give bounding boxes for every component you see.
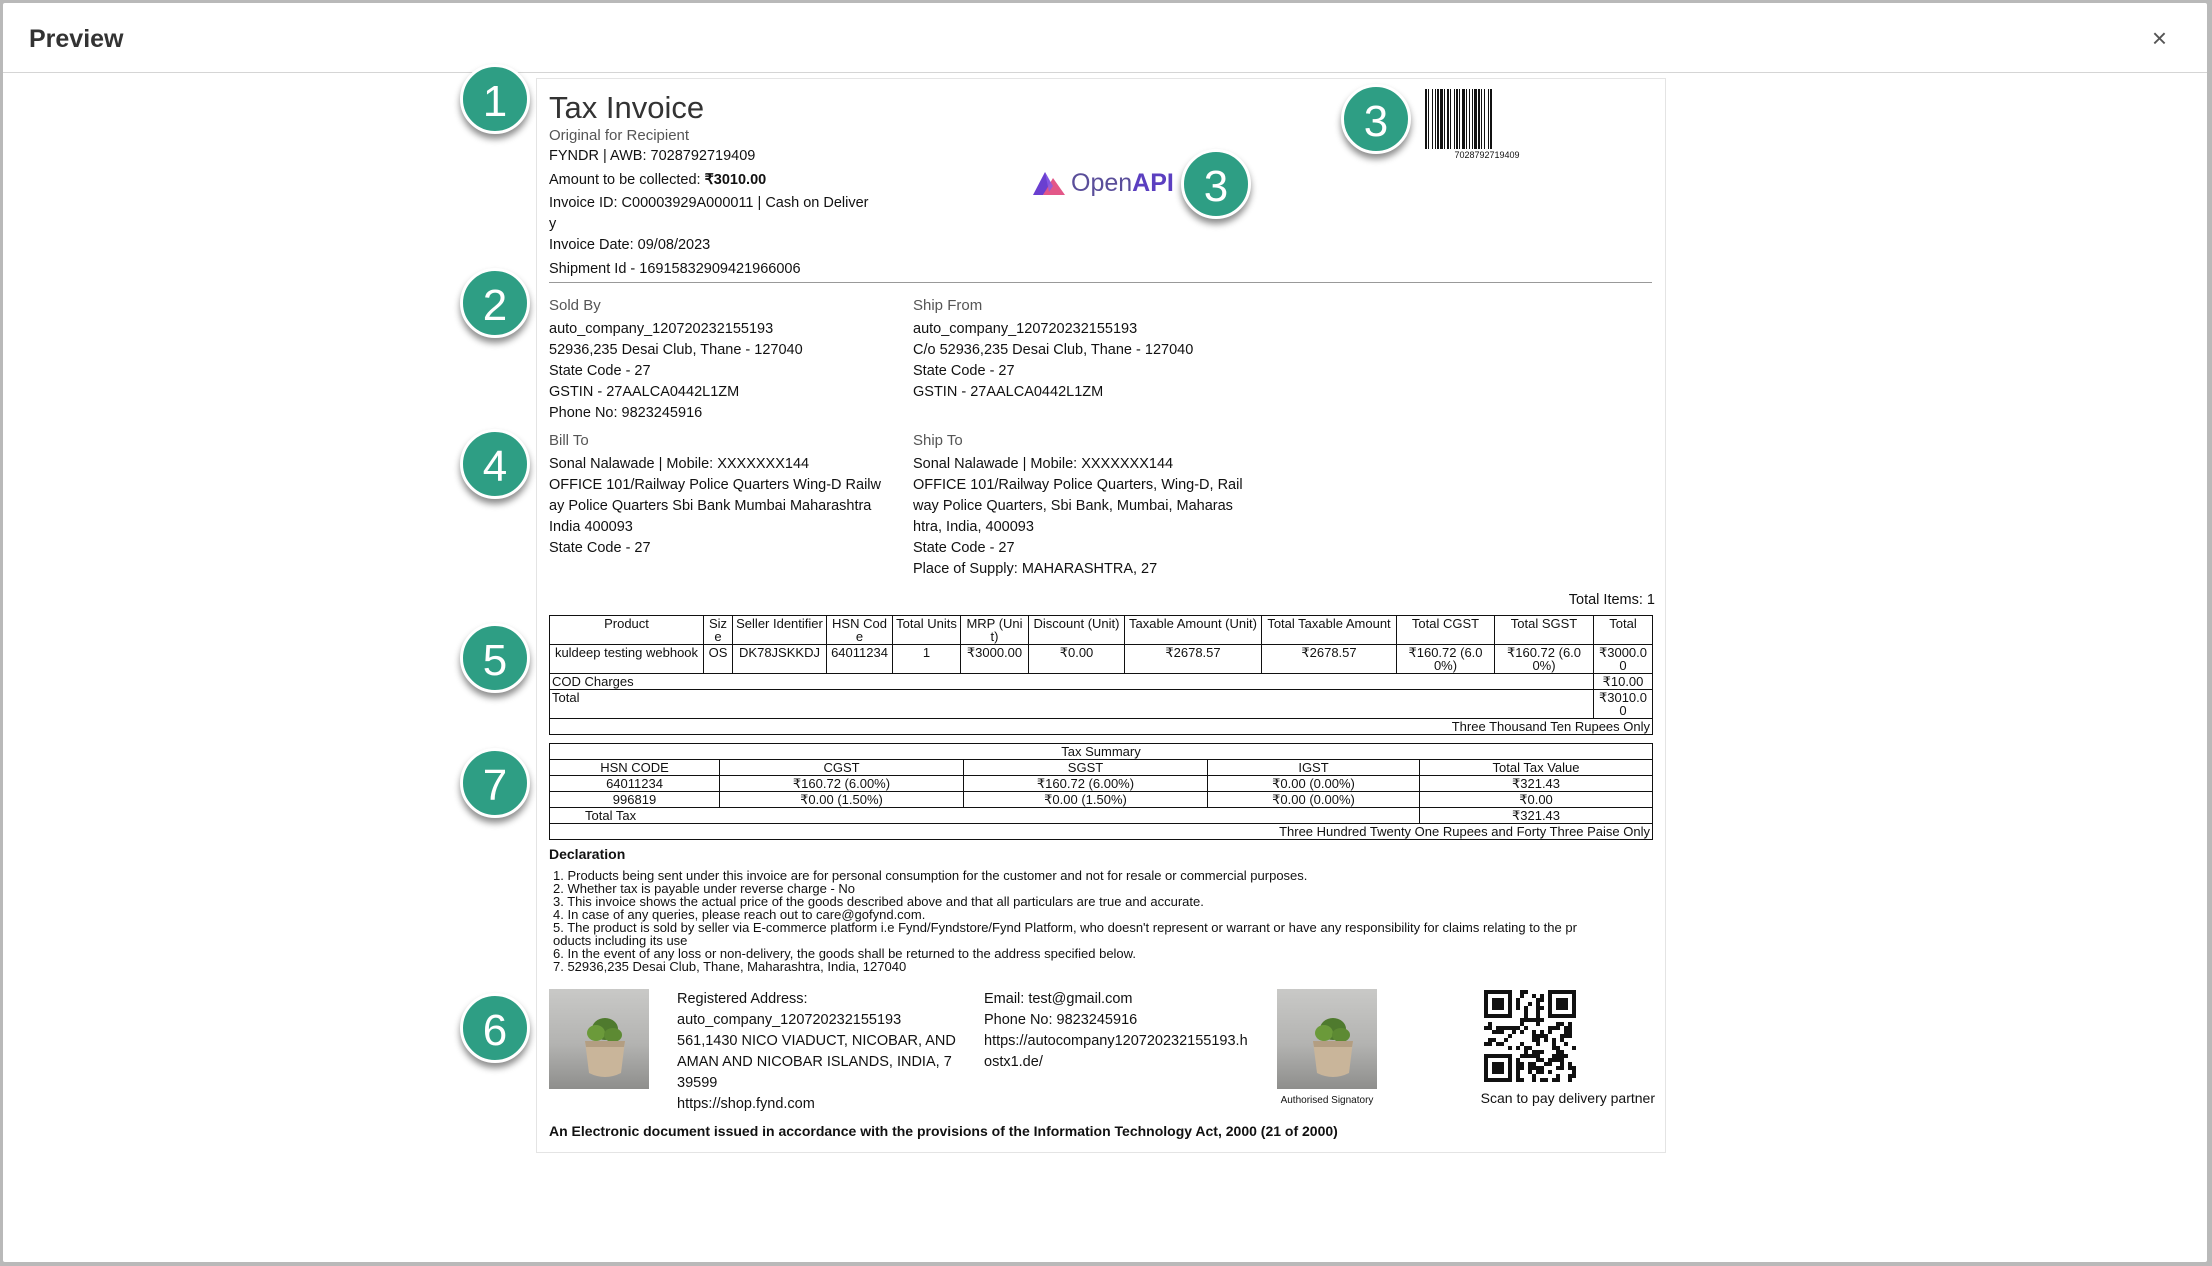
declaration-line: 5. The product is sold by seller via E-commerce platform i.e Fynd/Fyndstore/Fynd Platform, who doesn't represent or warrant or have any responsibility for claims relating to the pr — [553, 920, 1577, 935]
ship-from-label: Ship From — [913, 297, 983, 314]
tax-in-words: Three Hundred Twenty One Rupees and Forty Three Paise Only — [550, 824, 1653, 840]
sold-by-label: Sold By — [549, 297, 601, 314]
plant-pot-icon — [1277, 989, 1377, 1089]
col-header: Total CGST — [1397, 616, 1495, 645]
ship-to-line: State Code - 27 — [913, 540, 1015, 556]
item-cell: 1 — [893, 645, 961, 674]
barcode-bars — [1425, 89, 1549, 149]
tax-col-header: IGST — [1208, 760, 1420, 776]
items-header-row — [550, 616, 1653, 645]
invoice-date: Invoice Date: 09/08/2023 — [549, 237, 711, 253]
bill-to-line: India 400093 — [549, 519, 633, 535]
tax-summary-title: Tax Summary — [550, 744, 1653, 760]
amount-words-row — [550, 719, 1653, 735]
tax-header-row — [550, 760, 1653, 776]
registered-line: AMAN AND NICOBAR ISLANDS, INDIA, 7 — [677, 1054, 952, 1070]
tax-col-header: SGST — [964, 760, 1208, 776]
logo-text-open: Open — [1071, 168, 1133, 197]
total-row — [550, 690, 1653, 719]
item-cell: ₹160.72 (6.00%) — [1495, 645, 1594, 674]
bill-to-line: ay Police Quarters Sbi Bank Mumbai Maharashtra — [549, 498, 872, 514]
declaration-line: 3. This invoice shows the actual price of the goods described above and that all particulars are true and accurate. — [553, 894, 1204, 909]
sold-by-line: auto_company_120720232155193 — [549, 321, 774, 337]
tax-cell: 64011234 — [550, 776, 720, 792]
tax-cell: ₹0.00 (0.00%) — [1208, 792, 1420, 808]
col-header: HSN Code — [827, 616, 893, 645]
annotation-badge-4: 4 — [460, 429, 530, 499]
item-cell: kuldeep testing webhook — [550, 645, 704, 674]
preview-modal — [3, 3, 2207, 1262]
payment-qr-code — [1484, 990, 1576, 1082]
item-cell: ₹0.00 — [1029, 645, 1125, 674]
registered-line: https://shop.fynd.com — [677, 1096, 815, 1112]
col-header: Size — [704, 616, 733, 645]
openapi-logo-icon — [1031, 168, 1067, 198]
cod-label: COD Charges — [550, 674, 1594, 690]
modal-header — [3, 3, 2207, 73]
item-cell: DK78JSKKDJ — [733, 645, 827, 674]
annotation-badge-1: 1 — [460, 64, 530, 134]
bill-to-line: Sonal Nalawade | Mobile: XXXXXXX144 — [549, 456, 810, 472]
ship-from-line: auto_company_120720232155193 — [913, 321, 1138, 337]
ship-from-line: State Code - 27 — [913, 363, 1015, 379]
registered-line: 561,1430 NICO VIADUCT, NICOBAR, AND — [677, 1033, 956, 1049]
sold-by-line: Phone No: 9823245916 — [549, 405, 703, 421]
declaration-line: 2. Whether tax is payable under reverse charge - No — [553, 881, 856, 896]
header-divider — [549, 282, 1652, 283]
invoice-title: Tax Invoice — [549, 90, 705, 125]
ship-to-line: Sonal Nalawade | Mobile: XXXXXXX144 — [913, 456, 1174, 472]
bill-to-line: OFFICE 101/Railway Police Quarters Wing-D Railw — [549, 477, 881, 493]
qr-code-icon — [1484, 990, 1576, 1082]
logo-text-api: API — [1132, 168, 1174, 197]
signatory-label: Authorised Signatory — [1280, 1095, 1374, 1106]
bill-to-block — [549, 454, 881, 559]
item-cell: ₹2678.57 — [1125, 645, 1262, 674]
bill-to-line: State Code - 27 — [549, 540, 651, 556]
col-header: Taxable Amount (Unit) — [1125, 616, 1262, 645]
tax-cell: 996819 — [550, 792, 720, 808]
total-tax-value: ₹321.43 — [1420, 808, 1653, 824]
tax-cell: ₹321.43 — [1420, 776, 1653, 792]
tax-words-row — [550, 824, 1653, 840]
amount-label: Amount to be collected: — [549, 172, 705, 188]
declaration-line: 4. In case of any queries, please reach out to care@gofynd.com. — [553, 907, 926, 922]
tax-cell: ₹0.00 — [1420, 792, 1653, 808]
total-label: Total — [550, 690, 1594, 719]
tax-summary-title-row — [550, 744, 1653, 760]
awb-barcode — [1425, 89, 1549, 160]
contact-line: Phone No: 9823245916 — [984, 1012, 1138, 1028]
registered-line: 39599 — [677, 1075, 718, 1091]
legal-note: An Electronic document issued in accordance with the provisions of the Information Technology Act, 2000 (21 of 2000) — [549, 1123, 1338, 1139]
tax-cell: ₹0.00 (0.00%) — [1208, 776, 1420, 792]
contact-line: https://autocompany120720232155193.h — [984, 1033, 1248, 1049]
item-cell: ₹2678.57 — [1262, 645, 1397, 674]
cod-value: ₹10.00 — [1594, 674, 1653, 690]
col-header: MRP (Unit) — [961, 616, 1029, 645]
declaration-line: oducts including its use — [553, 933, 688, 948]
contact-line: ostx1.de/ — [984, 1054, 1043, 1070]
bill-to-label: Bill To — [549, 432, 589, 449]
amount-line — [549, 170, 766, 191]
tax-cell: ₹160.72 (6.00%) — [720, 776, 964, 792]
ship-to-line: OFFICE 101/Railway Police Quarters, Wing-D, Rail — [913, 477, 1243, 493]
ship-to-block — [913, 454, 1243, 580]
tax-total-row — [550, 808, 1653, 824]
tax-cell: ₹0.00 (1.50%) — [964, 792, 1208, 808]
col-header: Product — [550, 616, 704, 645]
item-row — [550, 645, 1653, 674]
close-button[interactable]: × — [2151, 23, 2167, 53]
sold-by-line: GSTIN - 27AALCA0442L1ZM — [549, 384, 740, 400]
annotation-badge-5: 5 — [460, 623, 530, 693]
registered-line: auto_company_120720232155193 — [677, 1012, 902, 1028]
annotation-badge-7: 7 — [460, 748, 530, 818]
tax-row — [550, 776, 1653, 792]
sold-by-line: State Code - 27 — [549, 363, 651, 379]
invoice-document — [536, 78, 1666, 1153]
amount-in-words: Three Thousand Ten Rupees Only — [550, 719, 1653, 735]
tax-row — [550, 792, 1653, 808]
tax-col-header: Total Tax Value — [1420, 760, 1653, 776]
item-cell: 64011234 — [827, 645, 893, 674]
annotation-badge-6: 6 — [460, 993, 530, 1063]
tax-col-header: HSN CODE — [550, 760, 720, 776]
annotation-badge-2: 2 — [460, 268, 530, 338]
tax-summary-table — [549, 743, 1653, 840]
total-tax-label: Total Tax — [550, 808, 1420, 824]
registered-address — [677, 989, 956, 1115]
item-cell: ₹3000.00 — [1594, 645, 1653, 674]
sold-by-line: 52936,235 Desai Club, Thane - 127040 — [549, 342, 803, 358]
openapi-logo — [1031, 168, 1174, 198]
declaration-line: 1. Products being sent under this invoice are for personal consumption for the customer and not for resale or commercial purposes. — [553, 868, 1308, 883]
registered-line: Registered Address: — [677, 991, 808, 1007]
col-header: Total SGST — [1495, 616, 1594, 645]
item-cell: OS — [704, 645, 733, 674]
shipment-id: Shipment Id - 16915832909421966006 — [549, 261, 801, 277]
item-cell: ₹3000.00 — [961, 645, 1029, 674]
total-items: Total Items: 1 — [1568, 592, 1655, 608]
item-cell: ₹160.72 (6.00%) — [1397, 645, 1495, 674]
ship-from-line: C/o 52936,235 Desai Club, Thane - 127040 — [913, 342, 1194, 358]
declaration-line: 6. In the event of any loss or non-delivery, the goods shall be returned to the address specified below. — [553, 946, 1136, 961]
ship-to-line: Place of Supply: MAHARASHTRA, 27 — [913, 561, 1158, 577]
awb-line: FYNDR | AWB: 7028792719409 — [549, 148, 756, 164]
items-table — [549, 615, 1653, 735]
col-header: Seller Identifier — [733, 616, 827, 645]
ship-from-line: GSTIN - 27AALCA0442L1ZM — [913, 384, 1104, 400]
sold-by-block — [549, 319, 803, 424]
invoice-id-line: Invoice ID: C00003929A000011 | Cash on Deliver — [549, 195, 869, 211]
contact-block — [984, 989, 1248, 1073]
tax-cell: ₹160.72 (6.00%) — [964, 776, 1208, 792]
contact-line: Email: test@gmail.com — [984, 991, 1133, 1007]
amount-value: ₹3010.00 — [704, 172, 767, 188]
signatory-image — [1277, 989, 1377, 1089]
ship-to-label: Ship To — [913, 432, 963, 449]
qr-caption: Scan to pay delivery partner — [1480, 1090, 1655, 1106]
annotation-badge-3-logo: 3 — [1181, 149, 1251, 219]
ship-from-block — [913, 319, 1193, 403]
declaration-list — [553, 869, 1653, 973]
tax-cell: ₹0.00 (1.50%) — [720, 792, 964, 808]
ship-to-line: htra, India, 400093 — [913, 519, 1034, 535]
barcode-number: 7028792719409 — [1454, 150, 1520, 160]
annotation-badge-3-barcode: 3 — [1341, 84, 1411, 154]
invoice-subtitle: Original for Recipient — [549, 127, 690, 144]
modal-title: Preview — [29, 25, 124, 53]
ship-to-line: way Police Quarters, Sbi Bank, Mumbai, Maharas — [913, 498, 1233, 514]
total-value: ₹3010.00 — [1594, 690, 1653, 719]
invoice-id-line-wrap: y — [549, 216, 557, 232]
col-header: Total Taxable Amount — [1262, 616, 1397, 645]
declaration-line: 7. 52936,235 Desai Club, Thane, Maharashtra, India, 127040 — [553, 959, 907, 974]
company-logo-image — [549, 989, 649, 1089]
col-header: Total Units — [893, 616, 961, 645]
cod-row — [550, 674, 1653, 690]
tax-col-header: CGST — [720, 760, 964, 776]
plant-pot-icon — [549, 989, 649, 1089]
col-header: Discount (Unit) — [1029, 616, 1125, 645]
declaration-title: Declaration — [549, 846, 626, 862]
col-header: Total — [1594, 616, 1653, 645]
